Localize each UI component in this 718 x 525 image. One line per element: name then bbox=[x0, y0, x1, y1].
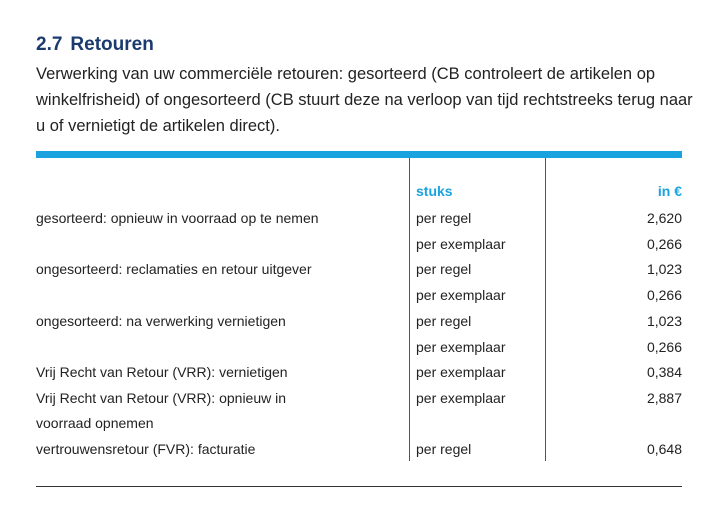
row-value: 0,384 bbox=[646, 364, 682, 380]
row-unit: per regel bbox=[416, 261, 472, 277]
row-unit: per regel bbox=[416, 210, 472, 226]
table-row bbox=[0, 207, 718, 229]
row-description: voorraad opnemen bbox=[36, 415, 154, 431]
row-description: vertrouwensretour (FVR): facturatie bbox=[36, 441, 256, 457]
row-value: 2,620 bbox=[646, 210, 682, 226]
table-top-bar bbox=[36, 151, 682, 158]
table-row bbox=[0, 361, 718, 383]
row-description: Vrij Recht van Retour (VRR): vernietigen bbox=[36, 364, 288, 380]
section-title: Retouren bbox=[70, 34, 154, 55]
table-bottom-rule bbox=[36, 486, 682, 487]
row-unit: per exemplaar bbox=[416, 390, 506, 406]
row-description: Vrij Recht van Retour (VRR): opnieuw in bbox=[36, 390, 287, 406]
table-row bbox=[0, 387, 718, 409]
row-description: gesorteerd: opnieuw in voorraad op te nemen bbox=[36, 210, 319, 226]
section-number: 2.7 bbox=[36, 34, 63, 55]
table-row bbox=[0, 258, 718, 280]
table-row bbox=[0, 412, 718, 434]
row-value: 1,023 bbox=[646, 313, 682, 329]
table-row bbox=[0, 233, 718, 255]
row-description: ongesorteerd: reclamaties en retour uitgever bbox=[36, 261, 312, 277]
row-value: 2,887 bbox=[646, 390, 682, 406]
row-unit: per regel bbox=[416, 441, 472, 457]
table-row bbox=[0, 336, 718, 358]
row-value: 0,266 bbox=[646, 287, 682, 303]
row-unit: per exemplaar bbox=[416, 339, 506, 355]
column-header-stuks: stuks bbox=[416, 183, 453, 199]
row-unit: per exemplaar bbox=[416, 364, 506, 380]
row-value: 0,266 bbox=[646, 339, 682, 355]
row-unit: per exemplaar bbox=[416, 236, 506, 252]
column-header-unit: in € bbox=[657, 183, 682, 199]
row-unit: per exemplaar bbox=[416, 287, 506, 303]
row-value: 0,648 bbox=[646, 441, 682, 457]
row-description: ongesorteerd: na verwerking vernietigen bbox=[36, 313, 286, 329]
table-row bbox=[0, 284, 718, 306]
table-row bbox=[0, 310, 718, 332]
row-value: 0,266 bbox=[646, 236, 682, 252]
row-value: 1,023 bbox=[646, 261, 682, 277]
section-intro: Verwerking van uw commerciële retouren: gesorteerd (CB controleert de artikelen op winkelfrisheid) of ongesorteerd (CB stuurt deze na verloop van tijd rechtstreeks terug naar u of vernietigt de artikelen direct). bbox=[36, 65, 693, 135]
row-unit: per regel bbox=[416, 313, 472, 329]
section-heading bbox=[36, 34, 154, 56]
table-row bbox=[0, 438, 718, 460]
